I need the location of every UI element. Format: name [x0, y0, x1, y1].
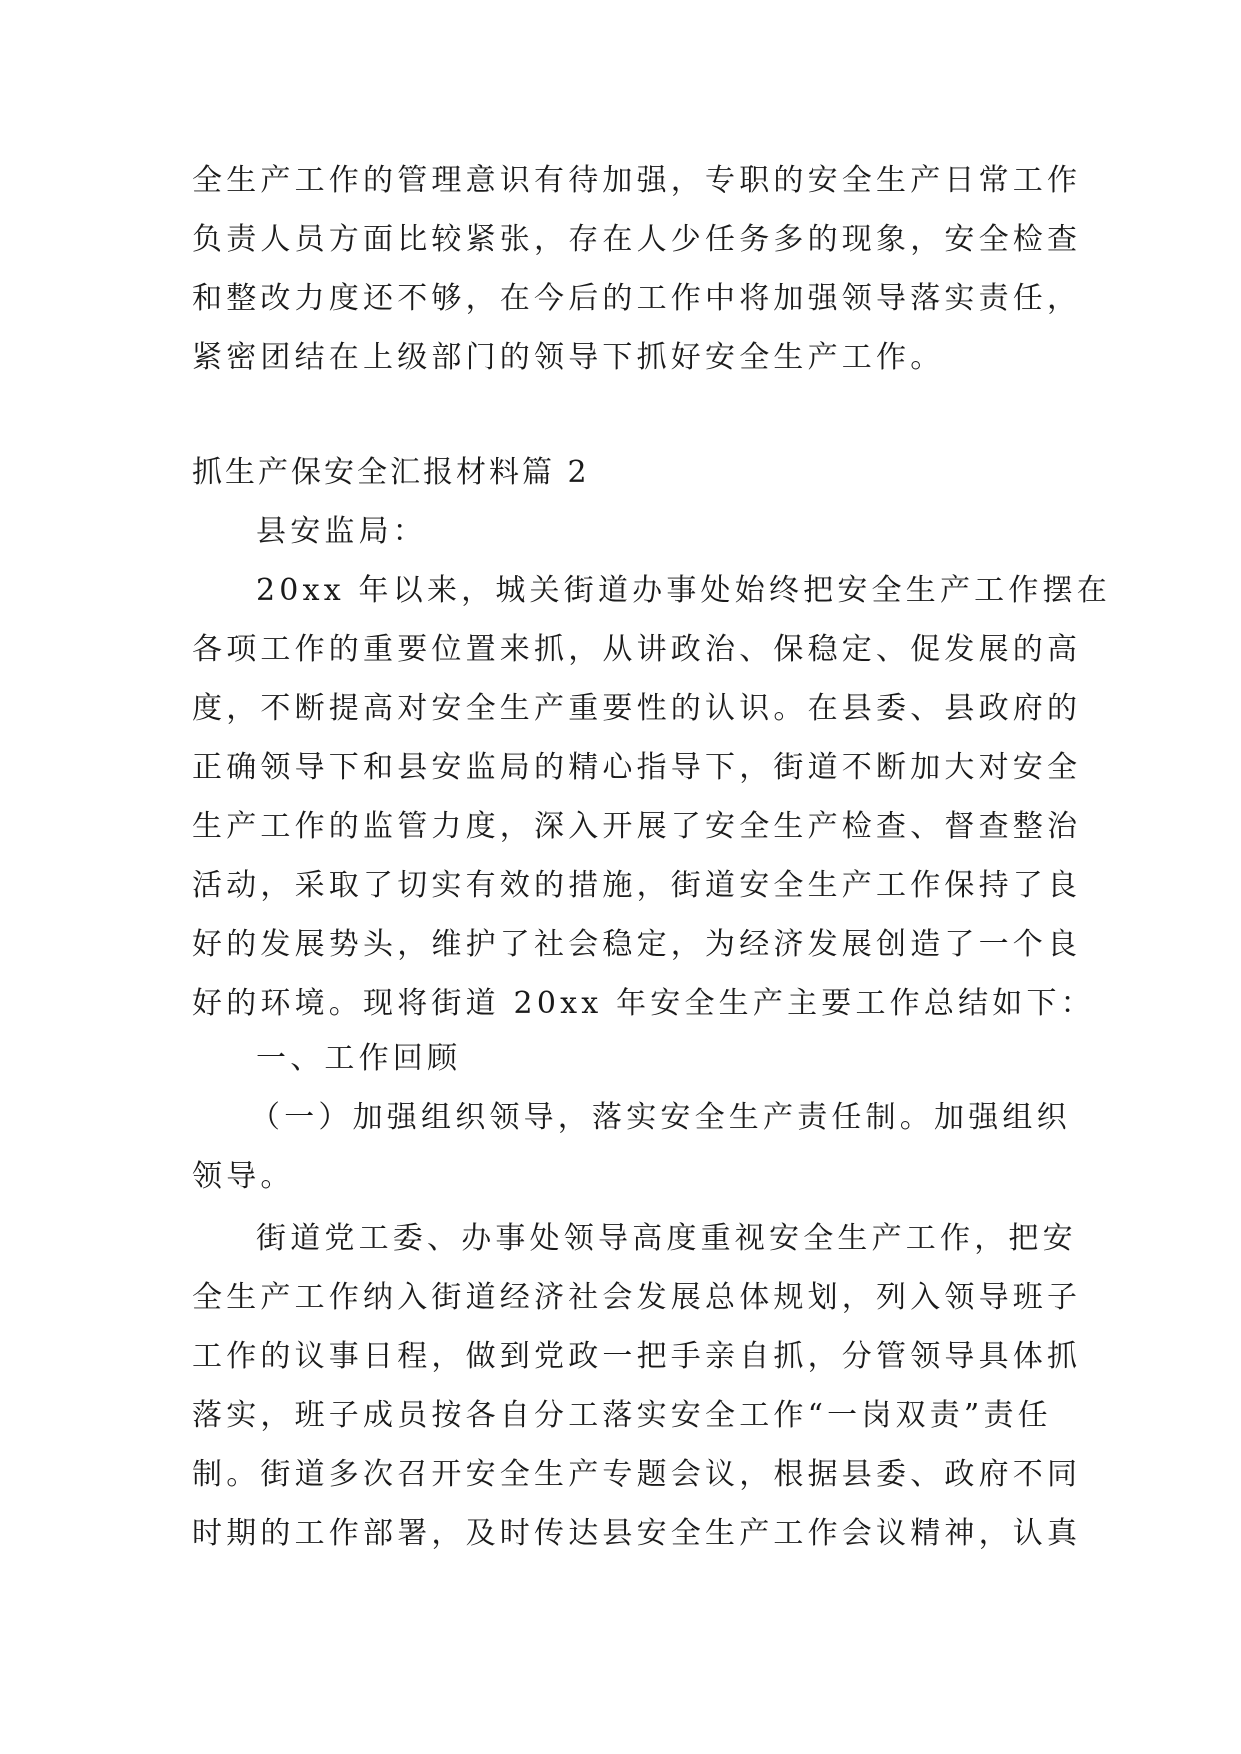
text-line: 工作的议事日程，做到党政一把手亲自抓，分管领导具体抓: [192, 1339, 1082, 1374]
text-line: 负责人员方面比较紧张，存在人少任务多的现象，安全检查: [192, 222, 1082, 257]
text-line: 领导。: [192, 1159, 295, 1194]
text-line: 全生产工作纳入街道经济社会发展总体规划，列入领导班子: [192, 1280, 1082, 1315]
paragraph-2: [192, 1209, 1082, 1563]
section-heading: [192, 443, 1062, 502]
text-line: 街道党工委、办事处领导高度重视安全生产工作，把安: [256, 1221, 1077, 1256]
text-line: 正确领导下和县安监局的精心指导下，街道不断加大对安全: [192, 750, 1082, 785]
text-line: 制。街道多次召开安全生产专题会议，根据县委、政府不同: [192, 1457, 1082, 1492]
text-line: 时期的工作部署，及时传达县安全生产工作会议精神，认真: [192, 1516, 1082, 1551]
section-title-text: 一、工作回顾: [256, 1041, 462, 1076]
section-1-title: [192, 1029, 1062, 1088]
text-line: 好的发展势头，维护了社会稳定，为经济发展创造了一个良: [192, 927, 1082, 962]
subsection-1: [192, 1088, 1071, 1206]
salutation-text: 县安监局：: [256, 514, 427, 549]
text-line: 生产工作的监管力度，深入开展了安全生产检查、督查整治: [192, 809, 1082, 844]
text-line: 和整改力度还不够，在今后的工作中将加强领导落实责任，: [192, 281, 1082, 316]
intro-paragraph: [192, 151, 1082, 387]
text-line: 20xx 年以来，城关街道办事处始终把安全生产工作摆在: [256, 573, 1111, 608]
heading-text: 抓生产保安全汇报材料篇 2: [192, 455, 590, 490]
paragraph-1: [192, 561, 1111, 1033]
text-line: 度，不断提高对安全生产重要性的认识。在县委、县政府的: [192, 691, 1082, 726]
text-line: （一）加强组织领导，落实安全生产责任制。加强组织: [250, 1100, 1071, 1135]
text-line: 全生产工作的管理意识有待加强，专职的安全生产日常工作: [192, 163, 1082, 198]
salutation: [192, 502, 1062, 561]
text-line: 好的环境。现将街道 20xx 年安全生产主要工作总结如下：: [192, 986, 1095, 1021]
text-line: 紧密团结在上级部门的领导下抓好安全生产工作。: [192, 340, 945, 375]
text-line: 各项工作的重要位置来抓，从讲政治、保稳定、促发展的高: [192, 632, 1082, 667]
text-line: 活动，采取了切实有效的措施，街道安全生产工作保持了良: [192, 868, 1082, 903]
text-line: 落实，班子成员按各自分工落实安全工作“一岗双责”责任: [192, 1398, 1052, 1433]
